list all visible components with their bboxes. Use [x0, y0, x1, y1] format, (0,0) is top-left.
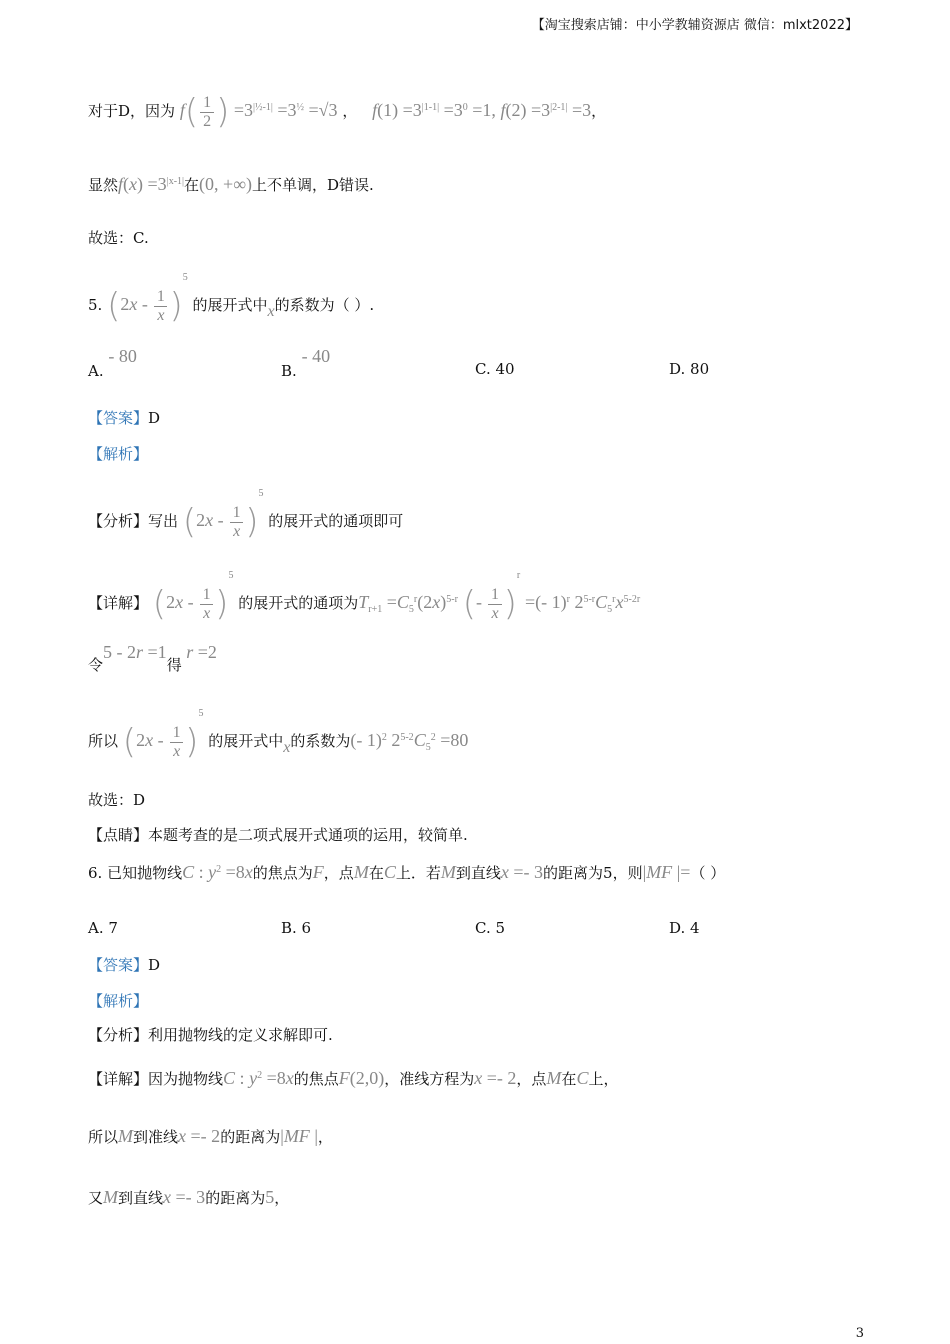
- para-d-analysis: 对于D，因为 f( $\frac{1}{2}$ ) $=3^{|\frac{1}{2}-1|} =3^{\frac{1}{2}} =√3$ ， $f(1) =3^{|1-1|} =3^0 =1$, $f(2) =3^{|2-1|} =3$，: [88, 92, 607, 132]
- page-number: 3: [855, 1326, 864, 1341]
- q6-option-c: C. 5: [475, 919, 506, 937]
- q6-distance-directrix: 所以M到准线x =- 2的距离为|MF |，: [88, 1126, 333, 1146]
- q5-option-b: B. - 40: [281, 346, 331, 380]
- question-5-stem: 5. (2x - $\frac{1}{x}$ )$^5$ 的展开式中x的系数为（ ）.: [88, 272, 375, 326]
- para-d-monotonic: 显然$f(x) =3^{|x-1|}$在(0, +∞)上不单调，D错误.: [88, 174, 374, 194]
- q5-option-a: A. - 80: [88, 346, 137, 380]
- q5-suoyi: 所以 (2x - $\frac{1}{x}$ )$^5$ 的展开式中x的系数为(- 1)$^2$ $2^{5-2}C_5^2 =80$: [88, 708, 469, 762]
- q6-option-a: A. 7: [88, 919, 118, 937]
- q5-guxuan: 故选：D: [88, 791, 146, 809]
- q6-fenxi: 【分析】利用抛物线的定义求解即可.: [88, 1026, 333, 1044]
- q6-answer: 【答案】D: [88, 956, 161, 974]
- q6-xiangjie: 【详解】因为抛物线C : $y^2 =8x$的焦点F(2,0)，准线方程为x =- 2，点M在C上，: [88, 1068, 619, 1088]
- answer-choice-c: 故选：C.: [88, 229, 149, 247]
- q5-fenxi: 【分析】写出 (2x - $\frac{1}{x}$ )$^5$ 的展开式的通项即可: [88, 488, 404, 542]
- q5-answer: 【答案】D: [88, 409, 161, 427]
- page-header: 【淘宝搜索店铺：中小学教辅资源店 微信：mlxt2022】: [531, 18, 858, 33]
- q5-option-d: D. 80: [669, 360, 710, 378]
- q6-option-b: B. 6: [281, 919, 312, 937]
- q6-option-d: D. 4: [669, 919, 700, 937]
- q5-ling: 令5 - 2r =1得 r =2: [88, 642, 217, 674]
- q5-analysis-tag: 【解析】: [88, 445, 149, 463]
- q6-analysis-tag: 【解析】: [88, 992, 149, 1010]
- q6-distance-line: 又M到直线x =- 3的距离为5，: [88, 1187, 290, 1207]
- q5-option-c: C. 40: [475, 360, 515, 378]
- question-6-stem: 6. 已知抛物线C : $y^2 =8x$的焦点为F，点M在C上．若M到直线x =- 3的距离为5，则|MF |=（ ）: [88, 862, 726, 882]
- q5-dianjing: 【点睛】本题考查的是二项式展开式通项的运用，较简单.: [88, 826, 468, 844]
- q5-xiangjie: 【详解】 (2x - $\frac{1}{x}$ )$^5$ 的展开式的通项为$T_{r+1} =C_5^r(2x)^{5-r}$ (- $\frac{1}{x}$ )$^r$ =(- 1)$^r$ $2^{5-r}C_5^rx^{5-2r}$: [88, 570, 641, 624]
